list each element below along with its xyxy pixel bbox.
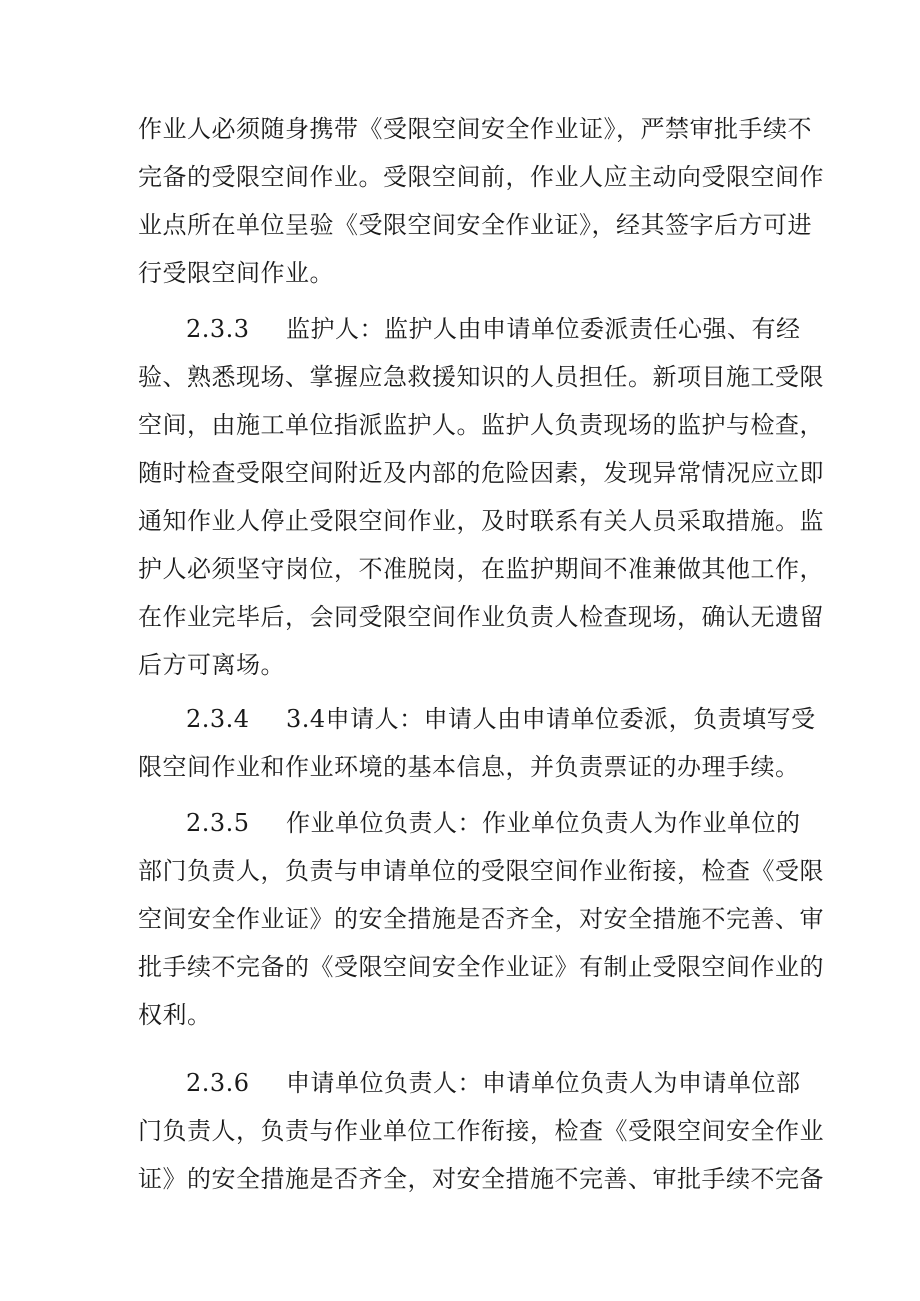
paragraph-line: 随时检查受限空间附近及内部的危险因素，发现异常情况应立即 bbox=[138, 459, 824, 487]
paragraph-line: 在作业完毕后，会同受限空间作业负责人检查现场，确认无遗留 bbox=[138, 603, 824, 631]
paragraph-line: 验、熟悉现场、掌握应急救援知识的人员担任。新项目施工受限 bbox=[138, 363, 824, 391]
paragraph-line: 限空间作业和作业环境的基本信息，并负责票证的办理手续。 bbox=[138, 753, 800, 781]
paragraph-line: 门负责人，负责与作业单位工作衔接，检查《受限空间安全作业 bbox=[138, 1117, 824, 1145]
paragraph-line: 后方可离场。 bbox=[138, 651, 285, 679]
paragraph-text: 申请单位负责人：申请单位负责人为申请单位部 bbox=[286, 1069, 801, 1097]
paragraph-line: 空间安全作业证》的安全措施是否齐全，对安全措施不完善、审 bbox=[138, 905, 824, 933]
section-number: 2.3.6 bbox=[186, 1069, 250, 1097]
paragraph-line: 行受限空间作业。 bbox=[138, 259, 334, 287]
section-first-line bbox=[186, 312, 801, 346]
section-first-line bbox=[186, 806, 801, 840]
paragraph-line: 完备的受限空间作业。受限空间前，作业人应主动向受限空间作 bbox=[138, 163, 824, 191]
paragraph-line: 权利。 bbox=[138, 1001, 212, 1029]
paragraph-line: 通知作业人停止受限空间作业，及时联系有关人员采取措施。监 bbox=[138, 507, 824, 535]
paragraph-text: 作业单位负责人：作业单位负责人为作业单位的 bbox=[286, 809, 801, 837]
section-first-line bbox=[186, 1066, 801, 1100]
paragraph-text: 3.4申请人：申请人由申请单位委派，负责填写受 bbox=[286, 705, 816, 733]
paragraph-line: 作业人必须随身携带《受限空间安全作业证》，严禁审批手续不 bbox=[138, 115, 812, 143]
paragraph-text: 监护人：监护人由申请单位委派责任心强、有经 bbox=[286, 315, 801, 343]
paragraph-line: 部门负责人，负责与申请单位的受限空间作业衔接，检查《受限 bbox=[138, 857, 824, 885]
section-number: 2.3.4 bbox=[186, 705, 250, 733]
paragraph-line: 空间，由施工单位指派监护人。监护人负责现场的监护与检查， bbox=[138, 411, 824, 439]
section-number: 2.3.3 bbox=[186, 315, 250, 343]
paragraph-line: 业点所在单位呈验《受限空间安全作业证》，经其签字后方可进 bbox=[138, 211, 812, 239]
paragraph-line: 证》的安全措施是否齐全，对安全措施不完善、审批手续不完备 bbox=[138, 1165, 824, 1193]
paragraph-line: 批手续不完备的《受限空间安全作业证》有制止受限空间作业的 bbox=[138, 953, 824, 981]
paragraph-line: 护人必须坚守岗位，不准脱岗，在监护期间不准兼做其他工作， bbox=[138, 555, 824, 583]
section-number: 2.3.5 bbox=[186, 809, 250, 837]
section-first-line bbox=[186, 702, 816, 736]
